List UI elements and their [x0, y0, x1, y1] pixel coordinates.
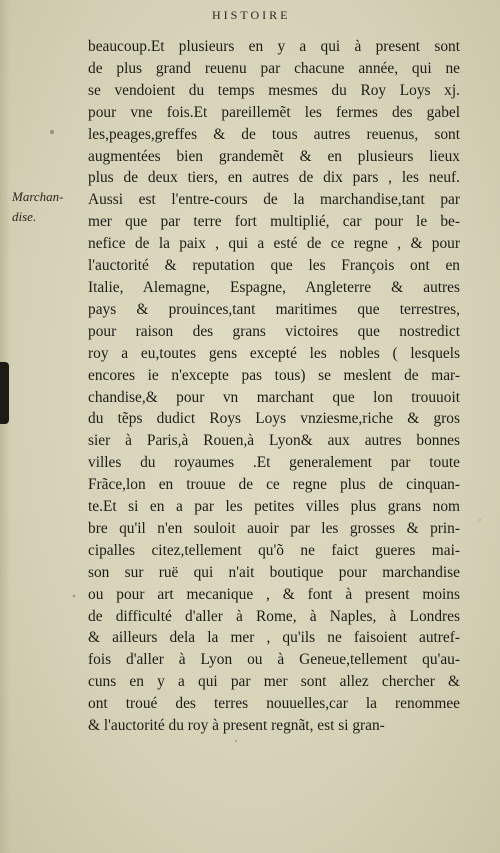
- text-line: ont troué des terres nouuelles,car la renommee: [88, 695, 460, 713]
- text-line: chandise,& pour vn marchant que lon trouuoit: [88, 388, 460, 406]
- text-line: mer que par terre fort multiplié, car pour le be-: [88, 213, 460, 231]
- text-line: & ailleurs dela la mer , qu'ils ne faisoient autref-: [88, 629, 460, 647]
- text-line: Italie, Alemagne, Espagne, Angleterre & autres: [88, 278, 460, 296]
- marginal-note-line: Marchan-: [12, 189, 64, 204]
- text-line: bre qu'il n'en souloit auoir par les grosses & prin-: [88, 519, 460, 537]
- text-line: te.Et si en a par les petites villes plus grans nom: [88, 498, 460, 516]
- text-line: Frãce,lon en trouue de ce regne plus de cinquan-: [88, 476, 460, 494]
- marginal-note-line: dise.: [12, 209, 37, 224]
- text-line: de plus grand reuenu par chacune année, qui ne: [88, 59, 460, 77]
- running-header: HISTOIRE: [212, 8, 291, 22]
- text-line: les,peages,greffes & de tous autres reuenus, sont: [88, 125, 460, 143]
- text-line: de difficulté d'aller à Rome, à Naples, à Londres: [88, 607, 460, 625]
- text-line: pour vne fois.Et pareillemẽt les fermes des gabel: [88, 103, 460, 121]
- text-line: augmentées bien grandemẽt & en plusieurs lieux: [88, 147, 460, 165]
- text-line: pays & prouinces,tant maritimes que terrestres,: [88, 300, 460, 318]
- text-line: cuns en y a qui par mer sont allez chercher &: [88, 673, 460, 691]
- text-line: l'auctorité & reputation que les François ont en: [88, 257, 460, 275]
- text-line: ou pour art mecanique , & font à present moins: [88, 585, 460, 603]
- text-line: & l'auctorité du roy à present regnãt, est si gran-: [88, 717, 385, 735]
- text-line: villes du royaumes .Et generalement par toute: [88, 454, 460, 472]
- text-line: sier à Paris,à Rouen,à Lyon& aux autres bonnes: [88, 432, 460, 450]
- text-line: du tẽps dudict Roys Loys vnziesme,riche & gros: [88, 410, 460, 428]
- text-line: encores ie n'excepte pas tous) se meslent de mar-: [88, 366, 460, 384]
- text-line: Aussi est l'entre-cours de la marchandise,tant par: [88, 191, 460, 209]
- text-line: pour raison des grans victoires que nostredict: [88, 322, 460, 340]
- text-line: plus de deux tiers, en autres de dix pars , les neuf.: [88, 169, 460, 187]
- text-line: nefice de la paix , qui a esté de ce regne , & pour: [88, 235, 460, 253]
- text-line: son sur ruë qui n'ait boutique pour marchandise: [88, 563, 460, 581]
- text-line: roy a eu,toutes gens excepté les nobles ( lesquels: [88, 344, 460, 362]
- text-line: se vendoient du temps mesmes du Roy Loys xj.: [88, 81, 460, 99]
- text-line: beaucoup.Et plusieurs en y a qui à present sont: [88, 38, 460, 55]
- text-line: cipalles citez,tellement qu'õ ne faict gueres mai-: [88, 541, 460, 559]
- text-line: fois d'aller à Lyon ou à Geneue,tellement qu'au-: [88, 651, 460, 669]
